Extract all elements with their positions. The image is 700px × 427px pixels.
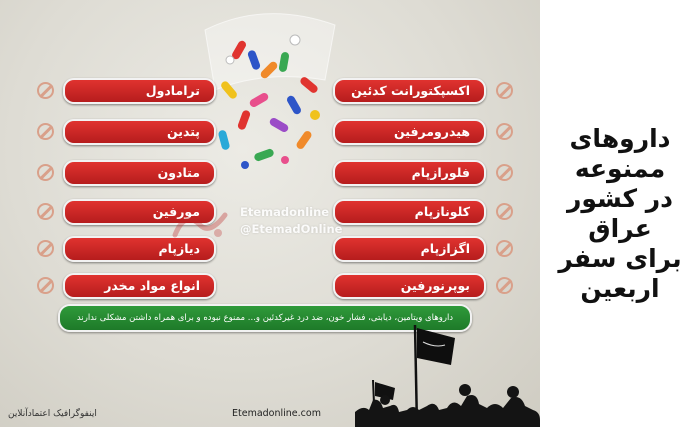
prohibited-icon <box>37 240 54 257</box>
watermark-site: Etemadonline <box>240 205 330 219</box>
flag-silhouette <box>355 320 540 427</box>
footer-credit: اینفوگرافیک اعتمادآنلاین <box>8 409 97 419</box>
title-line: در کشور عراق <box>567 183 673 243</box>
drug-item-left-6: انواع مواد مخدر <box>63 273 216 299</box>
note-bar: داروهای ویتامین، دیابتی، فشار خون، ضد درد غیرکدئین و... ممنوع نبوده و برای همراه داشتن مشکلی ندارند <box>58 304 472 332</box>
prohibited-icon <box>496 277 513 294</box>
drug-item-left-2: پتدین <box>63 119 216 145</box>
drug-item-right-1: اکسپکتورانت کدئین <box>333 78 486 104</box>
drug-item-right-3: فلورازپام <box>333 160 486 186</box>
prohibited-icon <box>496 123 513 140</box>
drug-item-right-5: اگزازپام <box>333 236 486 262</box>
pills-illustration <box>195 10 345 180</box>
prohibited-icon <box>496 164 513 181</box>
drug-item-left-5: دیازپام <box>63 236 216 262</box>
title-line: داروهای <box>569 123 671 153</box>
prohibited-icon <box>37 203 54 220</box>
watermark-handle: @EtemadOnline <box>240 222 343 236</box>
prohibited-icon <box>496 82 513 99</box>
drug-item-left-3: متادون <box>63 160 216 186</box>
prohibited-icon <box>37 164 54 181</box>
watermark-logo <box>170 205 230 245</box>
footer-url: Etemadonline.com <box>232 408 321 419</box>
prohibited-icon <box>496 203 513 220</box>
title-line: ممنوعه <box>574 153 666 183</box>
drug-item-right-2: هیدرومرفین <box>333 119 486 145</box>
drug-item-right-4: کلونازپام <box>333 199 486 225</box>
prohibited-icon <box>37 123 54 140</box>
page-title <box>545 124 695 304</box>
title-line: اربعین <box>580 273 660 303</box>
drug-item-right-6: بوپرنورفین <box>333 273 486 299</box>
title-panel <box>540 0 700 427</box>
drug-item-left-4: مورفین <box>63 199 216 225</box>
prohibited-icon <box>496 240 513 257</box>
drug-item-left-1: ترامادول <box>63 78 216 104</box>
prohibited-icon <box>37 277 54 294</box>
title-line: برای سفر <box>558 243 682 273</box>
prohibited-icon <box>37 82 54 99</box>
